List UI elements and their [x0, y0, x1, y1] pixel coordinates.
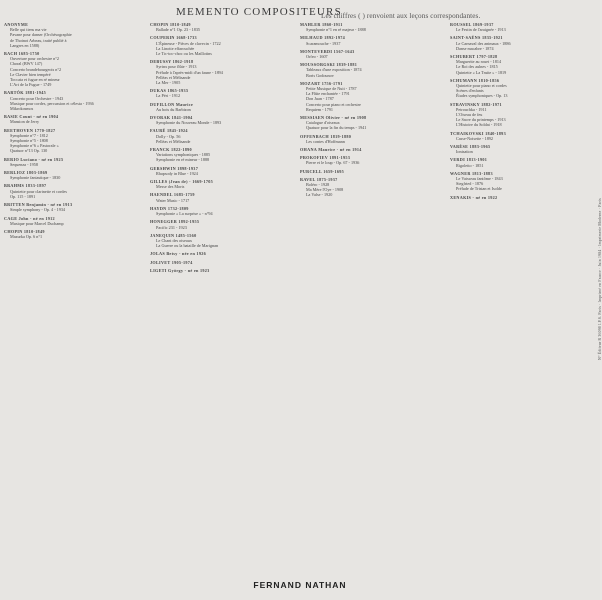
- composer-entry: [300, 115, 440, 131]
- composer-entry: [450, 131, 590, 141]
- composer-name: XENAKIS - né en 1922: [450, 194, 498, 200]
- composer-entry: [300, 22, 440, 32]
- composer-entry: [4, 229, 130, 239]
- composer-work: Scaramouche - 1937: [306, 40, 341, 46]
- composer-work: L'Oiseau de feu: [456, 112, 483, 118]
- composer-work: Symphonie en ré mineur - 1888: [156, 157, 210, 163]
- composer-name: JANEQUIN 1485-1560: [150, 232, 197, 238]
- composer-work: Tableaux d'une exposition - 1874: [306, 67, 362, 73]
- composer-work: Ionisation: [456, 149, 473, 155]
- composer-work: Petrouchka - 1911: [456, 106, 487, 112]
- composer-name: DEBUSSY 1862-1918: [150, 59, 194, 65]
- composer-work: La Péri - 1912: [156, 93, 181, 99]
- composer-entry: [4, 216, 130, 226]
- composer-name: ROUSSEL 1869-1937: [450, 22, 494, 27]
- composer-name: SCHUBERT 1797-1828: [450, 54, 498, 60]
- composer-entry: [150, 128, 290, 144]
- composer-entry: [450, 78, 590, 99]
- composer-name: PURCELL 1659-1695: [300, 168, 345, 174]
- composer-name: COUPERIN 1668-1733: [150, 35, 197, 41]
- composer-entry: [450, 22, 590, 32]
- composer-work: Le Carnaval des animaux - 1886: [456, 40, 511, 46]
- composer-work: La Mer - 1905: [156, 80, 181, 86]
- composer-name: JOLIVET 1905-1974: [150, 259, 193, 265]
- composer-name: RAVEL 1875-1937: [300, 176, 338, 182]
- composer-entry: [450, 54, 590, 75]
- composer-entry: [4, 22, 130, 48]
- composer-work: Le Sacre du printemps - 1913: [456, 117, 506, 123]
- composer-work: Le Festin de l'araignée - 1913: [456, 27, 506, 33]
- composer-entry: [300, 177, 440, 198]
- composer-work: L'Art de la Fugue - 1749: [10, 82, 52, 88]
- composer-entry: [150, 206, 290, 216]
- composer-work: La Linotte effarouchée: [156, 45, 195, 51]
- composer-entry: [300, 49, 440, 59]
- composer-name: FRANCK 1822-1890: [150, 147, 192, 153]
- composer-name: BRAHMS 1833-1897: [4, 183, 47, 189]
- composer-work: Marguerite au rouet - 1814: [456, 59, 502, 65]
- column-2: [150, 22, 290, 574]
- composer-entry: [4, 202, 130, 212]
- publisher-footer: [0, 580, 600, 590]
- composer-work: Symphonie fantastique - 1830: [10, 175, 61, 181]
- side-print-note: N° Éditeur R 36098 I.P.S. Paris · Imprimé en France · Juin 1984 · Imprimerie Moderne · Paris: [598, 198, 602, 360]
- composer-work: Symphonie n°5 - 1808: [10, 138, 48, 144]
- composer-work: Don Juan - 1787: [306, 96, 334, 102]
- composer-work: Le Clavier bien tempéré: [10, 71, 51, 77]
- composer-entry: [150, 22, 290, 32]
- composer-entry: [4, 157, 130, 167]
- composer-entry: [300, 62, 440, 78]
- composer-entry: [450, 171, 590, 192]
- composer-name: ANONYME: [4, 22, 29, 27]
- composer-name: FAURÉ 1845-1924: [150, 128, 188, 134]
- composer-name: CHOPIN 1810-1849: [4, 228, 45, 234]
- composer-entry: [450, 144, 590, 154]
- composer-entry: [4, 114, 130, 124]
- composer-work: Quintette « La Truite » - 1819: [456, 69, 507, 75]
- composer-entry: [300, 35, 440, 45]
- composer-name: HAENDEL 1685-1759: [150, 192, 195, 198]
- composer-name: CAGE John - né en 1912: [4, 215, 55, 221]
- composer-work: Boris Godounov: [306, 72, 334, 78]
- composer-entry: [4, 183, 130, 199]
- composer-work: Rhapsody in Blue - 1924: [156, 170, 198, 176]
- composer-name: GILLES (Jean de) - 1669-1705: [150, 179, 214, 185]
- composer-work: Symphonie n°6 « Pastorale »: [10, 143, 59, 149]
- composer-work: Mansion de Jerry: [10, 119, 40, 125]
- composer-name: DVORAK 1841-1904: [150, 115, 193, 121]
- composer-work: Pavane pour danser (Orchésographie: [10, 32, 72, 38]
- composer-name: HONEGGER 1892-1955: [150, 219, 200, 225]
- composer-name: BERIO Luciano - né en 1925: [4, 156, 64, 162]
- publisher-name: FERNAND NATHAN: [253, 580, 347, 590]
- composer-work: Quintette pour clarinette et cordes: [10, 188, 67, 194]
- composer-name: MOUSSORGSKI 1839-1881: [300, 62, 358, 68]
- composer-work: Le Vaisseau fantôme - 1843: [456, 176, 503, 182]
- composer-work: Pierre et le loup - Op. 67 - 1936: [306, 160, 360, 166]
- composer-work: Musique pour cordes, percussion et célesta - 1936: [10, 100, 94, 106]
- composer-work: Concerto pour piano et orchestre: [306, 101, 361, 107]
- composer-name: BRITTEN Benjamin - né en 1913: [4, 202, 73, 208]
- composer-work: Quintette pour piano et cordes: [456, 83, 507, 89]
- composer-work: Danse macabre - 1874: [456, 45, 494, 51]
- composer-name: TCHAIKOVSKI 1840-1893: [450, 130, 506, 136]
- composer-work: L'Épineuse - Pièces de clavecin - 1722: [156, 40, 221, 46]
- composer-work: Petite Musique de Nuit - 1787: [306, 86, 357, 92]
- composer-name: HAYDN 1732-1809: [150, 205, 189, 211]
- composer-work: Études symphoniques - Op. 13: [456, 93, 508, 99]
- composer-work: Water Music - 1717: [156, 197, 190, 203]
- composer-entry: [150, 88, 290, 98]
- composer-work: Pelléas et Mélisande: [156, 74, 191, 80]
- composer-entry: [150, 192, 290, 202]
- composer-work: Siegfried - 1876: [456, 181, 484, 187]
- composer-entry: [150, 260, 290, 265]
- composer-work: Musique pour Marcel Duchamp: [10, 220, 64, 226]
- composer-name: DUKAS 1865-1935: [150, 88, 189, 94]
- composer-work: Orfeo - 1607: [306, 54, 328, 60]
- composer-work: L'Histoire du Soldat - 1918: [456, 122, 502, 128]
- column-4: [450, 22, 590, 574]
- composer-name: SAINT-SAËNS 1835-1921: [450, 35, 503, 41]
- composer-entry: [150, 219, 290, 229]
- composer-work: Concerto brandebourgeois n°2: [10, 66, 62, 72]
- composer-name: LIGETI György - né en 1923: [150, 267, 210, 273]
- composer-entry: [4, 128, 130, 154]
- composer-work: Ma Mère l'Oye - 1908: [306, 187, 344, 193]
- composer-work: Simple symphony - Op. 4 - 1934: [10, 207, 66, 213]
- composer-entry: [4, 90, 130, 111]
- composer-work: Rigoletto - 1851: [456, 162, 484, 168]
- composer-work: Le Chant des oiseaux: [156, 237, 192, 243]
- composer-entry: [450, 157, 590, 167]
- composer-entry: [150, 251, 290, 256]
- composer-entry: [150, 35, 290, 56]
- composer-name: MOZART 1756-1791: [300, 80, 343, 86]
- composer-work: Prélude à l'après-midi d'un faune - 1894: [156, 69, 223, 75]
- composer-name: MAHLER 1860-1911: [300, 22, 343, 27]
- composer-work: Syrinx pour flûte - 1913: [156, 64, 197, 70]
- composer-name: BASIE Count - né en 1904: [4, 114, 59, 120]
- composer-work: La Valse - 1920: [306, 192, 333, 198]
- composer-name: STRAVINSKY 1882-1971: [450, 101, 502, 107]
- composer-entry: [300, 169, 440, 174]
- composer-work: Concerto pour Orchestre - 1943: [10, 95, 64, 101]
- composer-entry: [150, 179, 290, 189]
- composer-name: SCHUMANN 1810-1856: [450, 77, 500, 83]
- composer-name: MONTEVERDI 1567-1643: [300, 48, 355, 54]
- composer-work: Requiem - 1791: [306, 106, 333, 112]
- composer-work: Langres en 1588): [10, 42, 40, 48]
- composer-work: Mikrokosmos: [10, 106, 34, 112]
- composer-name: CHOPIN 1810-1849: [150, 22, 191, 27]
- composer-work: Scènes d'enfants: [456, 88, 484, 94]
- composer-work: Op. 115 - 1891: [10, 193, 36, 199]
- composer-work: Boléro - 1928: [306, 182, 330, 188]
- composer-work: Dolly - Op. 56: [156, 133, 181, 139]
- composer-entry: [150, 102, 290, 112]
- composer-entry: [150, 233, 290, 249]
- composer-work: Le Tic-toc-choc ou les Maillotins: [156, 51, 212, 57]
- composer-name: VARÈSE 1883-1965: [450, 144, 491, 150]
- composer-entry: [150, 268, 290, 273]
- composer-work: La Guerre ou la bataille de Marignan: [156, 243, 219, 249]
- composer-entry: [300, 81, 440, 112]
- composer-name: JOLAS Betsy - née en 1926: [150, 251, 207, 257]
- composer-work: Messe des Morts: [156, 184, 185, 190]
- composer-work: Casse-Noisette - 1892: [456, 135, 493, 141]
- composer-work: Symphonie n°7 - 1812: [10, 132, 48, 138]
- composer-name: BEETHOVEN 1770-1827: [4, 127, 56, 133]
- composer-entry: [300, 147, 440, 152]
- composer-work: Prélude de Tristan et Isolde: [456, 186, 502, 192]
- composer-name: OFFENBACH 1819-1880: [300, 133, 352, 139]
- composer-work: Toccata et fugue en ré mineur: [10, 77, 60, 83]
- composer-name: OHANA Maurice - né en 1914: [300, 147, 362, 153]
- composer-entry: [300, 155, 440, 165]
- composer-work: Symphonie du Nouveau Monde - 1893: [156, 120, 222, 126]
- composer-work: Mazurka Op. 6 n°1: [10, 234, 43, 240]
- header: [176, 6, 481, 20]
- composer-name: DUFILLON Maurice: [150, 101, 194, 107]
- composer-name: VERDI 1813-1901: [450, 157, 488, 163]
- composer-name: GERSHWIN 1898-1937: [150, 165, 199, 171]
- composer-entry: [450, 35, 590, 51]
- composer-work: Choral (BWV 147): [10, 61, 43, 67]
- composer-work: de Thoinot Arbeau, traité publié à: [10, 37, 67, 43]
- composer-work: Variations symphoniques - 1885: [156, 152, 211, 158]
- composer-entry: [150, 115, 290, 125]
- composer-entry: [4, 170, 130, 180]
- composer-entry: [450, 195, 590, 200]
- column-1: [4, 22, 130, 574]
- composer-work: Catalogue d'oiseaux: [306, 120, 340, 126]
- composer-name: PROKOFIEV 1891-1953: [300, 155, 351, 161]
- composer-name: MESSIAEN Olivier - né en 1908: [300, 115, 367, 121]
- composer-work: Pacific 231 - 1923: [156, 224, 187, 230]
- composer-entry: [150, 166, 290, 176]
- composer-entry: [300, 134, 440, 144]
- composer-work: Belle qui tiens ma vie: [10, 27, 47, 33]
- composer-entry: [150, 147, 290, 163]
- composer-name: MILHAUD 1892-1974: [300, 35, 345, 41]
- composer-work: Ouverture pour orchestre n°2: [10, 56, 59, 62]
- composer-work: Le Roi des aulnes - 1815: [456, 64, 498, 70]
- composer-name: BERLIOZ 1803-1869: [4, 170, 48, 176]
- composer-work: Quatuor pour la fin du temps - 1941: [306, 125, 367, 131]
- page-title: MEMENTO COMPOSITEURS: [176, 6, 342, 18]
- composer-entry: [150, 59, 290, 85]
- composer-entry: [450, 102, 590, 128]
- column-3: [300, 22, 440, 574]
- composer-name: WAGNER 1813-1883: [450, 170, 493, 176]
- composer-work: La Flûte enchantée - 1791: [306, 91, 350, 97]
- composer-work: Symphonie n°1 en ré majeur - 1888: [306, 27, 366, 33]
- composer-work: Sequenza - 1958: [10, 161, 38, 167]
- composer-entry: [4, 51, 130, 87]
- composer-work: Ballade n°1 Op. 23 - 1835: [156, 27, 201, 33]
- composer-name: BARTÓK 1881-1945: [4, 90, 46, 96]
- page-subtitle: Les chiffres ( ) renvoient aux leçons correspondantes.: [321, 12, 481, 20]
- composer-name: BACH 1685-1750: [4, 51, 40, 57]
- composer-work: Pelléas et Mélisande: [156, 138, 191, 144]
- composer-work: Quatuor n°13 Op. 130: [10, 148, 48, 154]
- composer-work: Les contes d'Hoffmann: [306, 138, 345, 144]
- composer-work: Au bois du Barbizon: [156, 106, 191, 112]
- composer-work: Symphonie « La surprise » - n°94: [156, 211, 213, 217]
